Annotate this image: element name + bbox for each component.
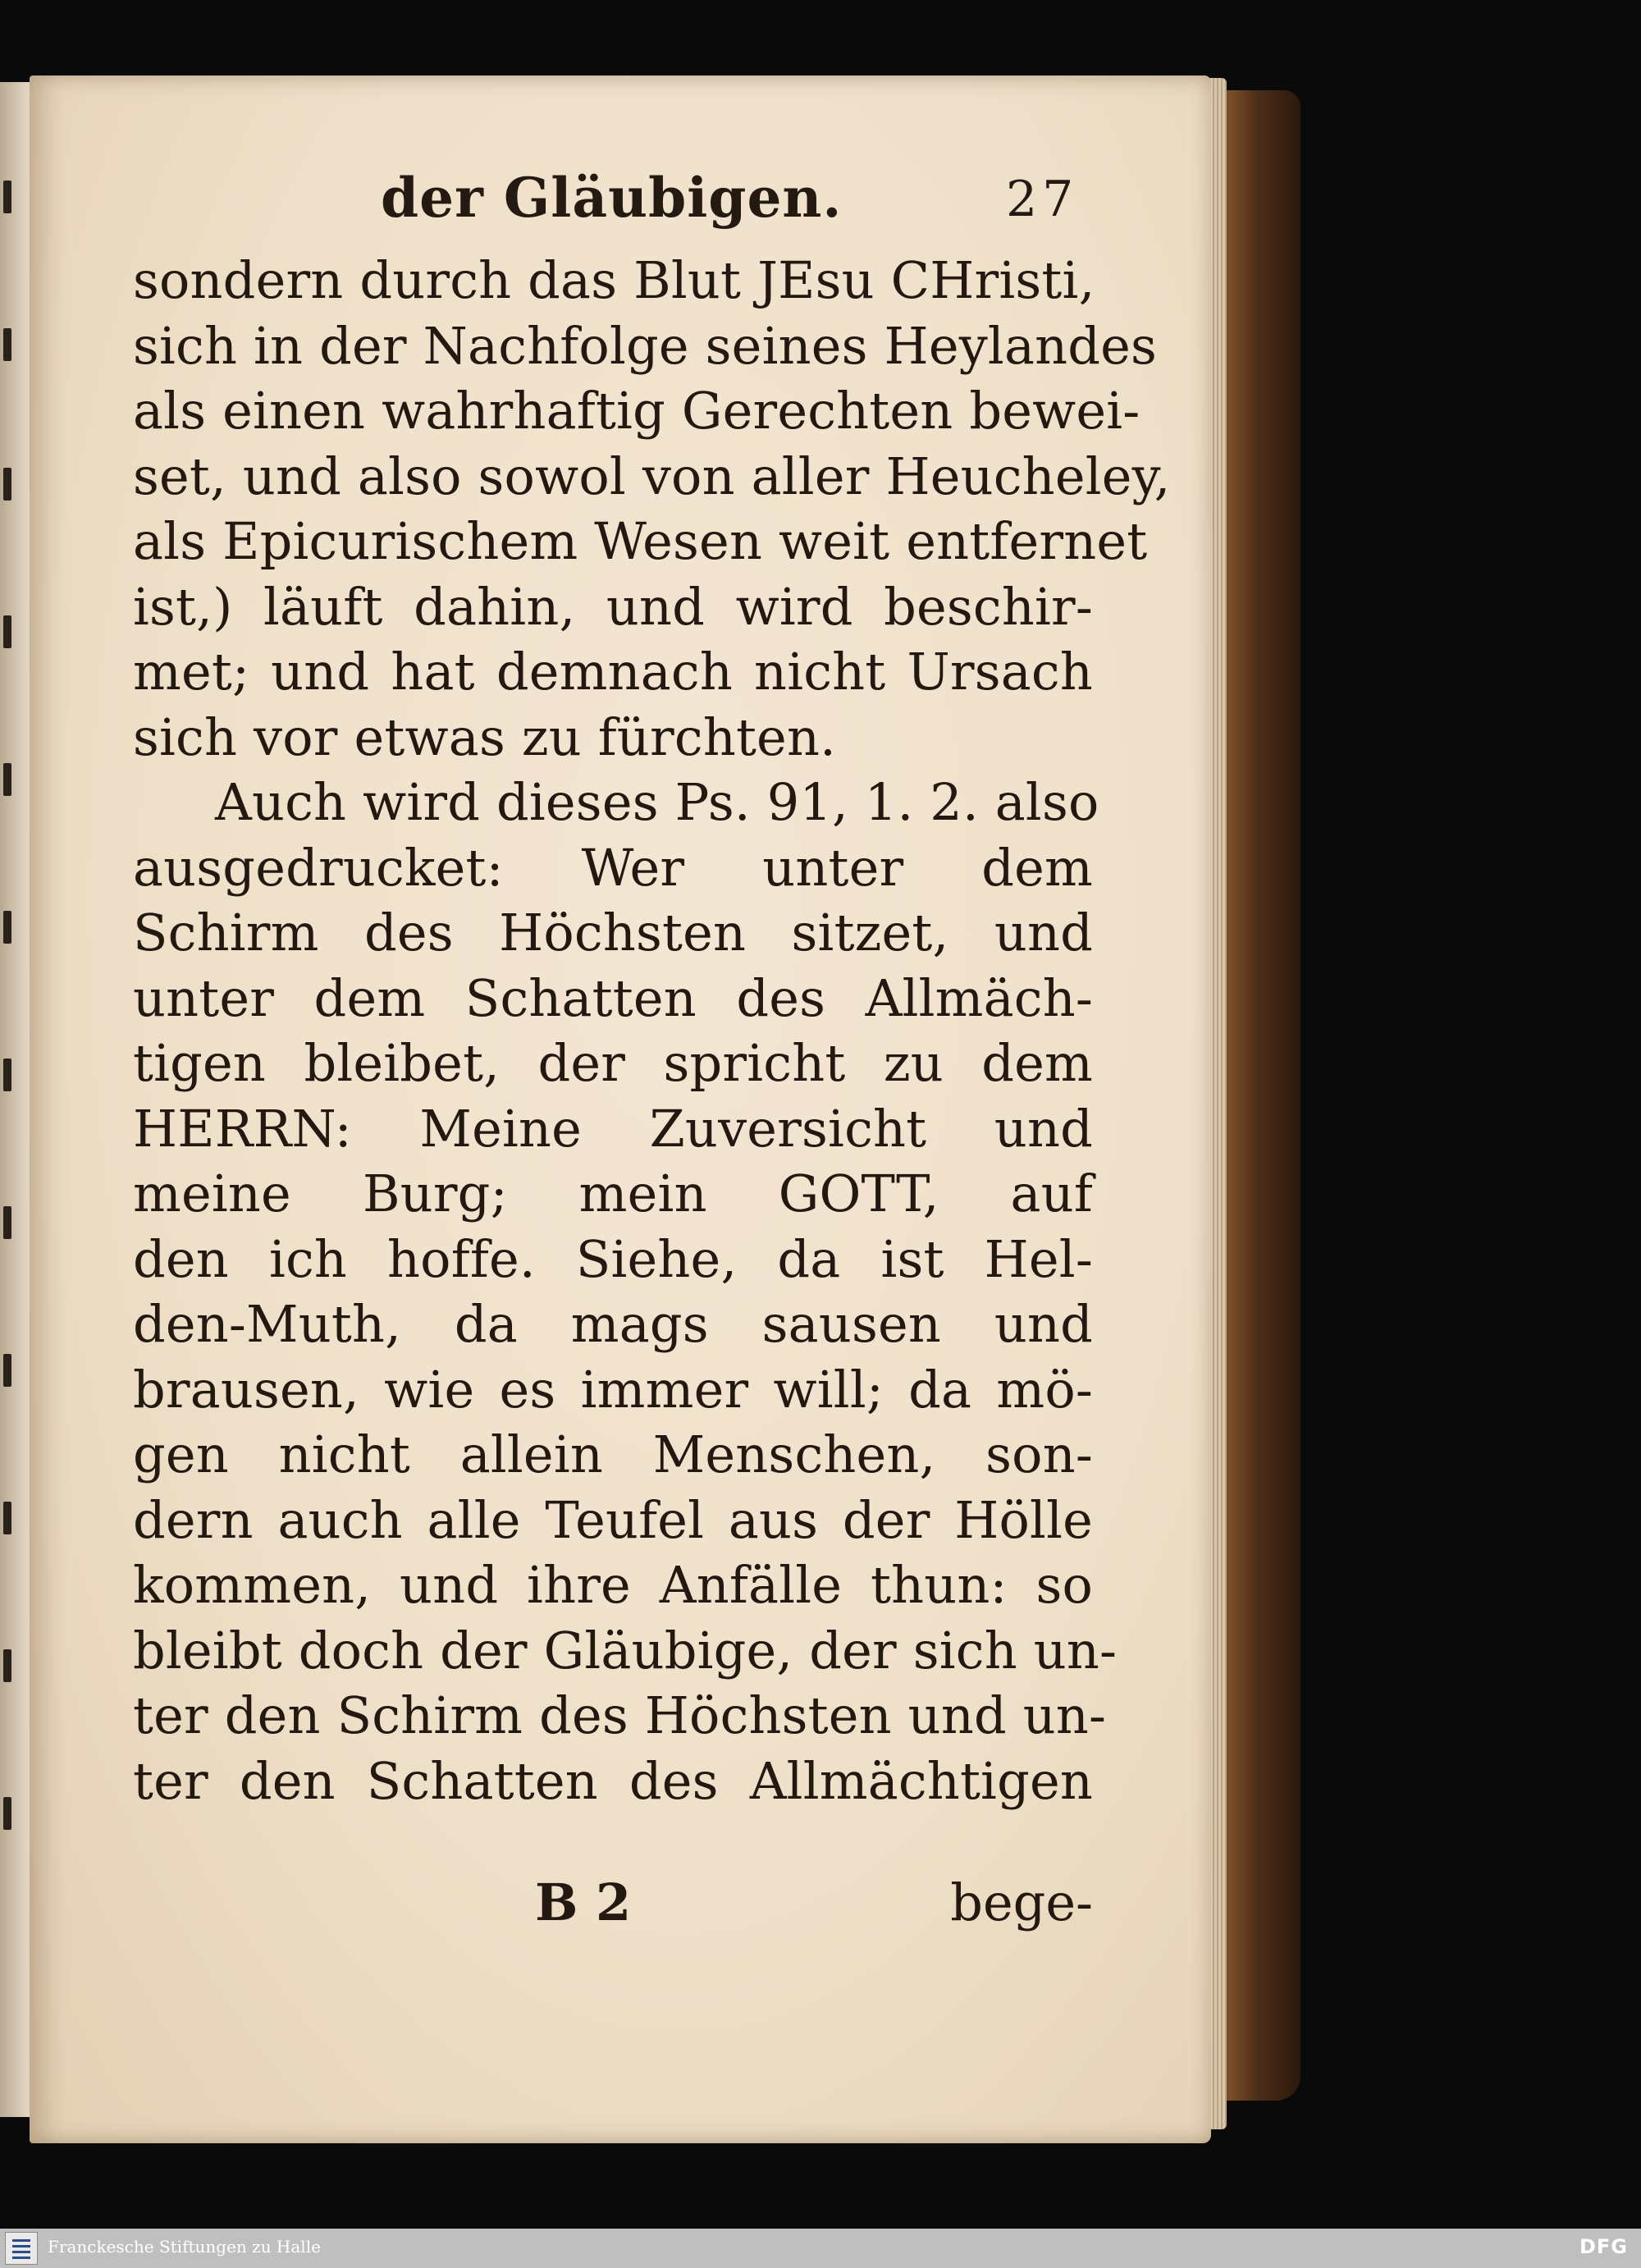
text-line: als Epicurischem Wesen weit entfernet xyxy=(133,511,1148,571)
text-line: den-Muth, da mags sausen und xyxy=(133,1294,1093,1354)
text-line: sich in der Nachfolge seines Heylandes xyxy=(133,315,1158,376)
text-line: met; und hat demnach nicht Ursach xyxy=(133,642,1093,702)
text-line: ter den Schirm des Höchsten und un- xyxy=(133,1685,1107,1745)
footer-bar xyxy=(0,2229,1641,2268)
text-line: bleibt doch der Gläubige, der sich un- xyxy=(133,1620,1118,1680)
text-line: tigen bleibet, der spricht zu dem xyxy=(133,1033,1093,1093)
text-line: set, und also sowol von aller Heucheley, xyxy=(133,446,1171,506)
text-line: ist,) läuft dahin, und wird beschir- xyxy=(133,576,1093,637)
text-line: unter dem Schatten des Allmäch- xyxy=(133,967,1093,1028)
running-head xyxy=(30,166,1211,248)
text-line: sich vor etwas zu fürchten. xyxy=(133,706,836,767)
page-number: 27 xyxy=(1006,171,1079,228)
catchline xyxy=(133,1872,1093,1938)
text-line: ter den Schatten des Allmächtigen xyxy=(133,1750,1093,1811)
body-text xyxy=(133,248,1171,1813)
text-line: Schirm des Höchsten sitzet, und xyxy=(133,903,1093,963)
dfg-logo: DFG xyxy=(1579,2235,1628,2258)
book-page xyxy=(30,75,1211,2143)
text-line: den ich hoffe. Siehe, da ist Hel- xyxy=(133,1228,1093,1289)
text-line: Auch wird dieses Ps. 91, 1. 2. also xyxy=(215,772,1099,832)
text-line: brausen, wie es immer will; da mö- xyxy=(133,1359,1093,1420)
text-line: meine Burg; mein GOTT, auf xyxy=(133,1164,1093,1223)
institution-logo-icon xyxy=(5,2232,38,2265)
running-title: der Gläubigen. xyxy=(381,166,843,230)
text-line: kommen, und ihre Anfälle thun: so xyxy=(133,1555,1093,1615)
text-line: ausgedrucket: Wer unter dem xyxy=(133,837,1093,898)
text-line: dern auch alle Teufel aus der Hölle xyxy=(133,1489,1093,1550)
catchword: bege- xyxy=(950,1872,1093,1932)
text-line: HERRN: Meine Zuversicht und xyxy=(133,1098,1093,1159)
footer-credit: Franckesche Stiftungen zu Halle xyxy=(48,2237,321,2257)
text-line: als einen wahrhaftig Gerechten bewei- xyxy=(133,381,1140,441)
text-line: gen nicht allein Menschen, son- xyxy=(133,1424,1093,1484)
text-line: sondern durch das Blut JEsu CHristi, xyxy=(133,250,1095,310)
signature-mark: B 2 xyxy=(535,1872,632,1932)
